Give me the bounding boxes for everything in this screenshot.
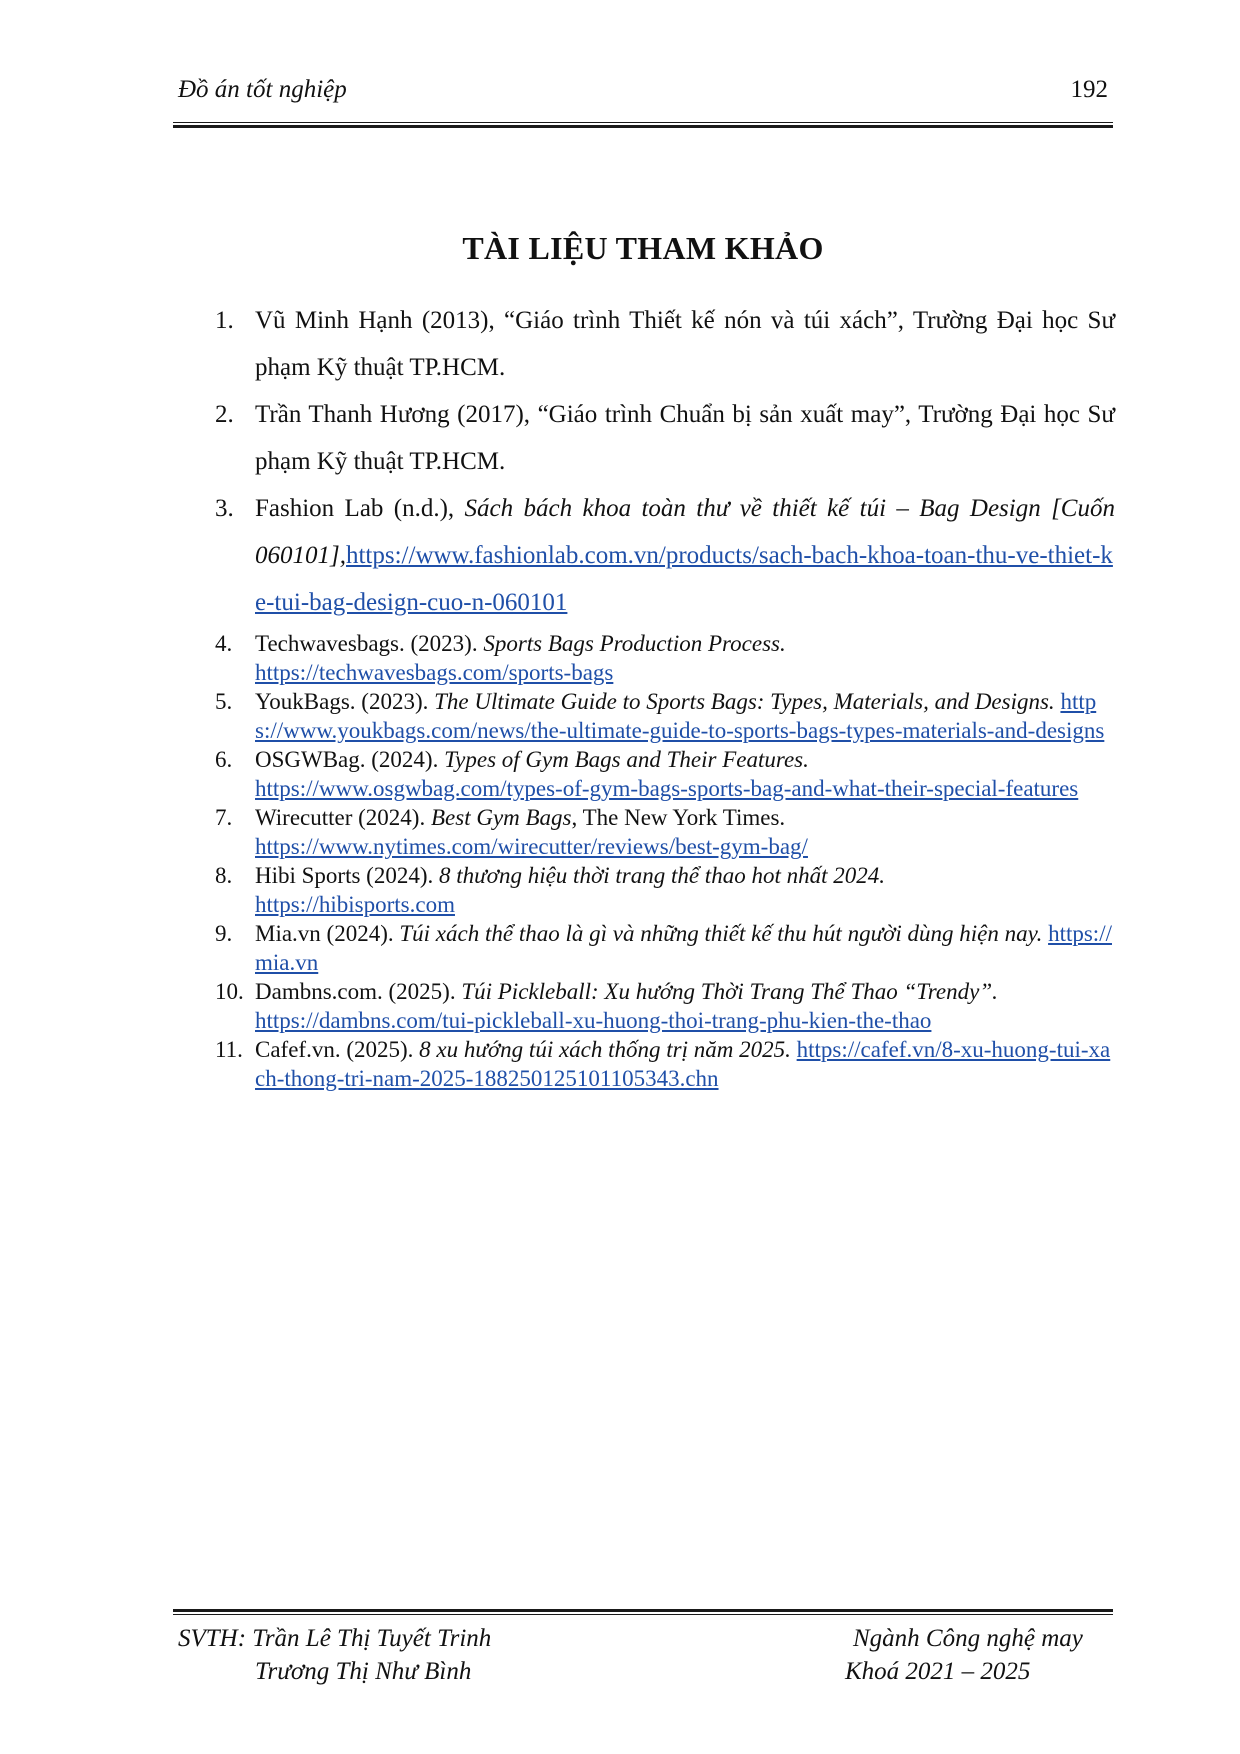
reference-publisher: , The New York Times. [571,805,786,830]
reference-title: Sách bách khoa toàn thư về thiết kế túi – Bag Design [Cuốn 060101], [255,495,1115,569]
reference-item [215,629,1115,687]
reference-number: 11. [215,1037,243,1062]
section-title: TÀI LIỆU THAM KHẢO [462,230,824,266]
page-number: 192 [1070,76,1108,103]
footer-course-years: Khoá 2021 – 2025 [845,1658,1031,1685]
reference-number: 5. [215,689,233,714]
reference-list-primary [215,297,1115,626]
reference-author: Wirecutter (2024). [255,805,431,830]
header-rule-thin [173,122,1113,123]
page-header [173,70,1113,110]
header-title: Đồ án tốt nghiệp [178,76,347,103]
reference-author: Cafef.vn. (2025). [255,1037,420,1062]
reference-link[interactable]: https://hibisports.com [255,892,455,917]
reference-list-secondary [215,629,1115,1093]
reference-item [215,1035,1115,1093]
reference-item [215,485,1115,626]
reference-number: 6. [215,747,233,772]
reference-link[interactable]: https://techwavesbags.com/sports-bags [255,660,614,685]
page-footer [173,1625,1113,1705]
header-rule-thick [173,125,1113,128]
reference-link[interactable]: https://www.osgwbag.com/types-of-gym-bags-sports-bag-and-what-their-special-features [255,776,1079,801]
footer-major: Ngành Công nghệ may [853,1625,1083,1652]
reference-item [215,861,1115,919]
footer-rule-thin [173,1614,1113,1615]
reference-number: 9. [215,921,233,946]
reference-author: Fashion Lab (n.d.), [255,495,465,522]
reference-link[interactable]: https://dambns.com/tui-pickleball-xu-huong-thoi-trang-phu-kien-the-thao [255,1008,932,1033]
reference-number: 3. [215,495,234,522]
reference-number: 7. [215,805,233,830]
reference-title: Types of Gym Bags and Their Features. [444,747,809,772]
reference-author: YoukBags. (2023). [255,689,435,714]
reference-item [215,391,1115,485]
reference-item [215,745,1115,803]
footer-student-name: Trương Thị Như Bình [255,1658,472,1685]
reference-item [215,297,1115,391]
reference-author: Mia.vn (2024). [255,921,400,946]
reference-text: Vũ Minh Hạnh (2013), “Giáo trình Thiết kế nón và túi xách”, Trường Đại học Sư phạm Kỹ thuật TP.HCM. [255,307,1115,381]
reference-title: Túi Pickleball: Xu hướng Thời Trang Thể Thao “Trendy”. [461,979,998,1004]
reference-title: 8 xu hướng túi xách thống trị năm 2025. [419,1037,791,1062]
footer-rule-thick [173,1609,1113,1612]
reference-item [215,977,1115,1035]
reference-title: Best Gym Bags [430,805,572,830]
reference-title: The Ultimate Guide to Sports Bags: Types, Materials, and Designs. [434,689,1055,714]
reference-title: 8 thương hiệu thời trang thể thao hot nhất 2024. [439,863,885,888]
reference-title: Túi xách thể thao là gì và những thiết kế thu hút người dùng hiện nay. [399,921,1043,946]
reference-link[interactable]: https://mia.vn [255,921,1112,975]
reference-item [215,803,1115,861]
reference-link[interactable]: https://www.nytimes.com/wirecutter/reviews/best-gym-bag/ [255,834,808,859]
reference-author: Techwavesbags. (2023). [255,631,484,656]
reference-number: 4. [215,631,233,656]
reference-author: Dambns.com. (2025). [255,979,462,1004]
reference-link[interactable]: https://www.youkbags.com/news/the-ultimate-guide-to-sports-bags-types-materials-and-designs [255,689,1105,743]
reference-number: 2. [215,401,234,428]
reference-title: Sports Bags Production Process. [483,631,786,656]
reference-number: 8. [215,863,233,888]
reference-number: 1. [215,307,234,334]
reference-author: Hibi Sports (2024). [255,863,439,888]
reference-link[interactable]: https://cafef.vn/8-xu-huong-tui-xach-thong-tri-nam-2025-188250125101105343.chn [255,1037,1111,1091]
reference-item [215,919,1115,977]
reference-text: Trần Thanh Hương (2017), “Giáo trình Chuẩn bị sản xuất may”, Trường Đại học Sư phạm Kỹ thuật TP.HCM. [255,401,1115,475]
reference-item [215,687,1115,745]
reference-author: OSGWBag. (2024). [255,747,445,772]
reference-number: 10. [215,979,244,1004]
reference-link[interactable]: https://www.fashionlab.com.vn/products/sach-bach-khoa-toan-thu-ve-thiet-ke-tui-bag-design-cuo-n-060101 [255,542,1113,616]
footer-students-label: SVTH: Trần Lê Thị Tuyết Trinh [178,1625,492,1652]
